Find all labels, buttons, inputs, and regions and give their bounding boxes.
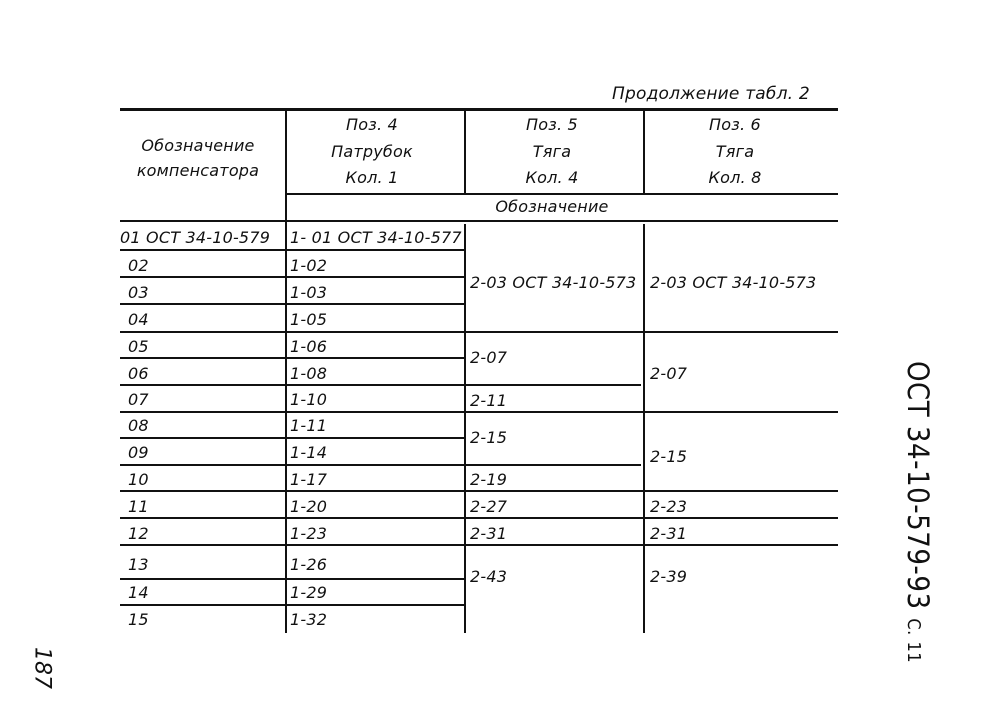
header-col2-line3: Кол. 1	[345, 168, 399, 187]
header-col3-line1: Поз. 5	[526, 115, 578, 134]
document-designation	[901, 361, 935, 663]
table-cell-pipe: 1-03	[290, 283, 328, 302]
table-continuation-caption: Продолжение табл. 2	[612, 84, 810, 104]
column-divider-1	[285, 109, 287, 633]
subheader-divider	[120, 220, 838, 222]
table-cell-rod-pos5: 2-27	[470, 497, 508, 516]
table-cell-rod-pos6: 2-03 ОСТ 34-10-573	[650, 273, 817, 292]
group-line	[120, 411, 838, 413]
table-cell-rod-pos5: 2-31	[470, 524, 508, 543]
header-subheading: Обозначение	[495, 197, 609, 216]
table-cell-pipe: 1-23	[290, 524, 328, 543]
table-cell-pipe: 1-06	[290, 337, 328, 356]
table-cell-compensator: 15	[128, 610, 149, 629]
table-cell-pipe: 1-26	[290, 555, 328, 574]
table-cell-pipe: 1-20	[290, 497, 328, 516]
column-divider-2-header	[464, 109, 466, 194]
row-line	[120, 604, 465, 606]
table-cell-rod-pos5: 2-07	[470, 348, 508, 367]
header-col4-line1: Поз. 6	[709, 115, 761, 134]
table-cell-pipe: 1-17	[290, 470, 328, 489]
table-cell-rod-pos6: 2-23	[650, 497, 688, 516]
table-cell-compensator: 11	[128, 497, 149, 516]
header-col1-line2: компенсатора	[136, 161, 260, 180]
table-cell-pipe: 1-11	[290, 416, 328, 435]
table-cell-rod-pos5: 2-03 ОСТ 34-10-573	[470, 273, 637, 292]
page-number: 187	[29, 647, 55, 689]
header-divider	[285, 193, 838, 195]
column-divider-3	[643, 224, 645, 633]
table-cell-compensator: 12	[128, 524, 149, 543]
table-cell-compensator: 04	[128, 310, 149, 329]
row-line	[120, 276, 465, 278]
table-cell-rod-pos6: 2-07	[650, 364, 688, 383]
table-cell-rod-pos5: 2-43	[470, 567, 508, 586]
table-cell-rod-pos5: 2-19	[470, 470, 508, 489]
table-cell-compensator: 09	[128, 443, 149, 462]
table-cell-compensator: 13	[128, 555, 149, 574]
table-cell-pipe: 1-05	[290, 310, 328, 329]
table-cell-pipe: 1-08	[290, 364, 328, 383]
row-line	[120, 303, 465, 305]
group-line	[120, 331, 838, 333]
row-line	[120, 464, 641, 466]
group-line	[120, 544, 838, 546]
group-line	[120, 490, 838, 492]
row-line	[120, 357, 465, 359]
header-col2-line1: Поз. 4	[346, 115, 398, 134]
group-line	[120, 517, 838, 519]
document-sheet: С. 11	[903, 618, 924, 664]
table-cell-compensator: 14	[128, 583, 149, 602]
table-cell-compensator: 07	[128, 390, 149, 409]
document-code: ОСТ 34-10-579-93	[901, 360, 935, 610]
row-line	[120, 578, 465, 580]
header-col1-line1: Обозначение	[141, 136, 255, 155]
table-cell-compensator: 03	[128, 283, 149, 302]
table-cell-pipe: 1-02	[290, 256, 328, 275]
table-cell-rod-pos5: 2-15	[470, 428, 508, 447]
table-cell-compensator: 05	[128, 337, 149, 356]
table-cell-compensator: 02	[128, 256, 149, 275]
header-col4-line2: Тяга	[715, 142, 755, 161]
table-cell-pipe: 1-32	[290, 610, 328, 629]
header-col2-line2: Патрубок	[331, 142, 413, 161]
header-col3-line3: Кол. 4	[525, 168, 579, 187]
table-cell-rod-pos6: 2-39	[650, 567, 688, 586]
table-cell-pipe: 1-29	[290, 583, 328, 602]
row-line	[120, 384, 641, 386]
row-line	[120, 249, 465, 251]
table-cell-compensator: 06	[128, 364, 149, 383]
column-divider-3-header	[643, 109, 645, 194]
table-cell-rod-pos5: 2-11	[470, 391, 508, 410]
row-line	[120, 437, 465, 439]
header-col4-line3: Кол. 8	[708, 168, 762, 187]
table-top-border	[120, 108, 838, 111]
table-cell-compensator: 10	[128, 470, 149, 489]
table-cell-pipe: 1-10	[290, 390, 328, 409]
table-cell-pipe: 1- 01 ОСТ 34-10-577	[290, 228, 462, 247]
header-col3-line2: Тяга	[532, 142, 572, 161]
table-cell-pipe: 1-14	[290, 443, 328, 462]
table-cell-rod-pos6: 2-15	[650, 447, 688, 466]
table-cell-compensator: 01 ОСТ 34-10-579	[120, 228, 271, 247]
table-cell-compensator: 08	[128, 416, 149, 435]
column-divider-2	[464, 224, 466, 633]
table-cell-rod-pos6: 2-31	[650, 524, 688, 543]
